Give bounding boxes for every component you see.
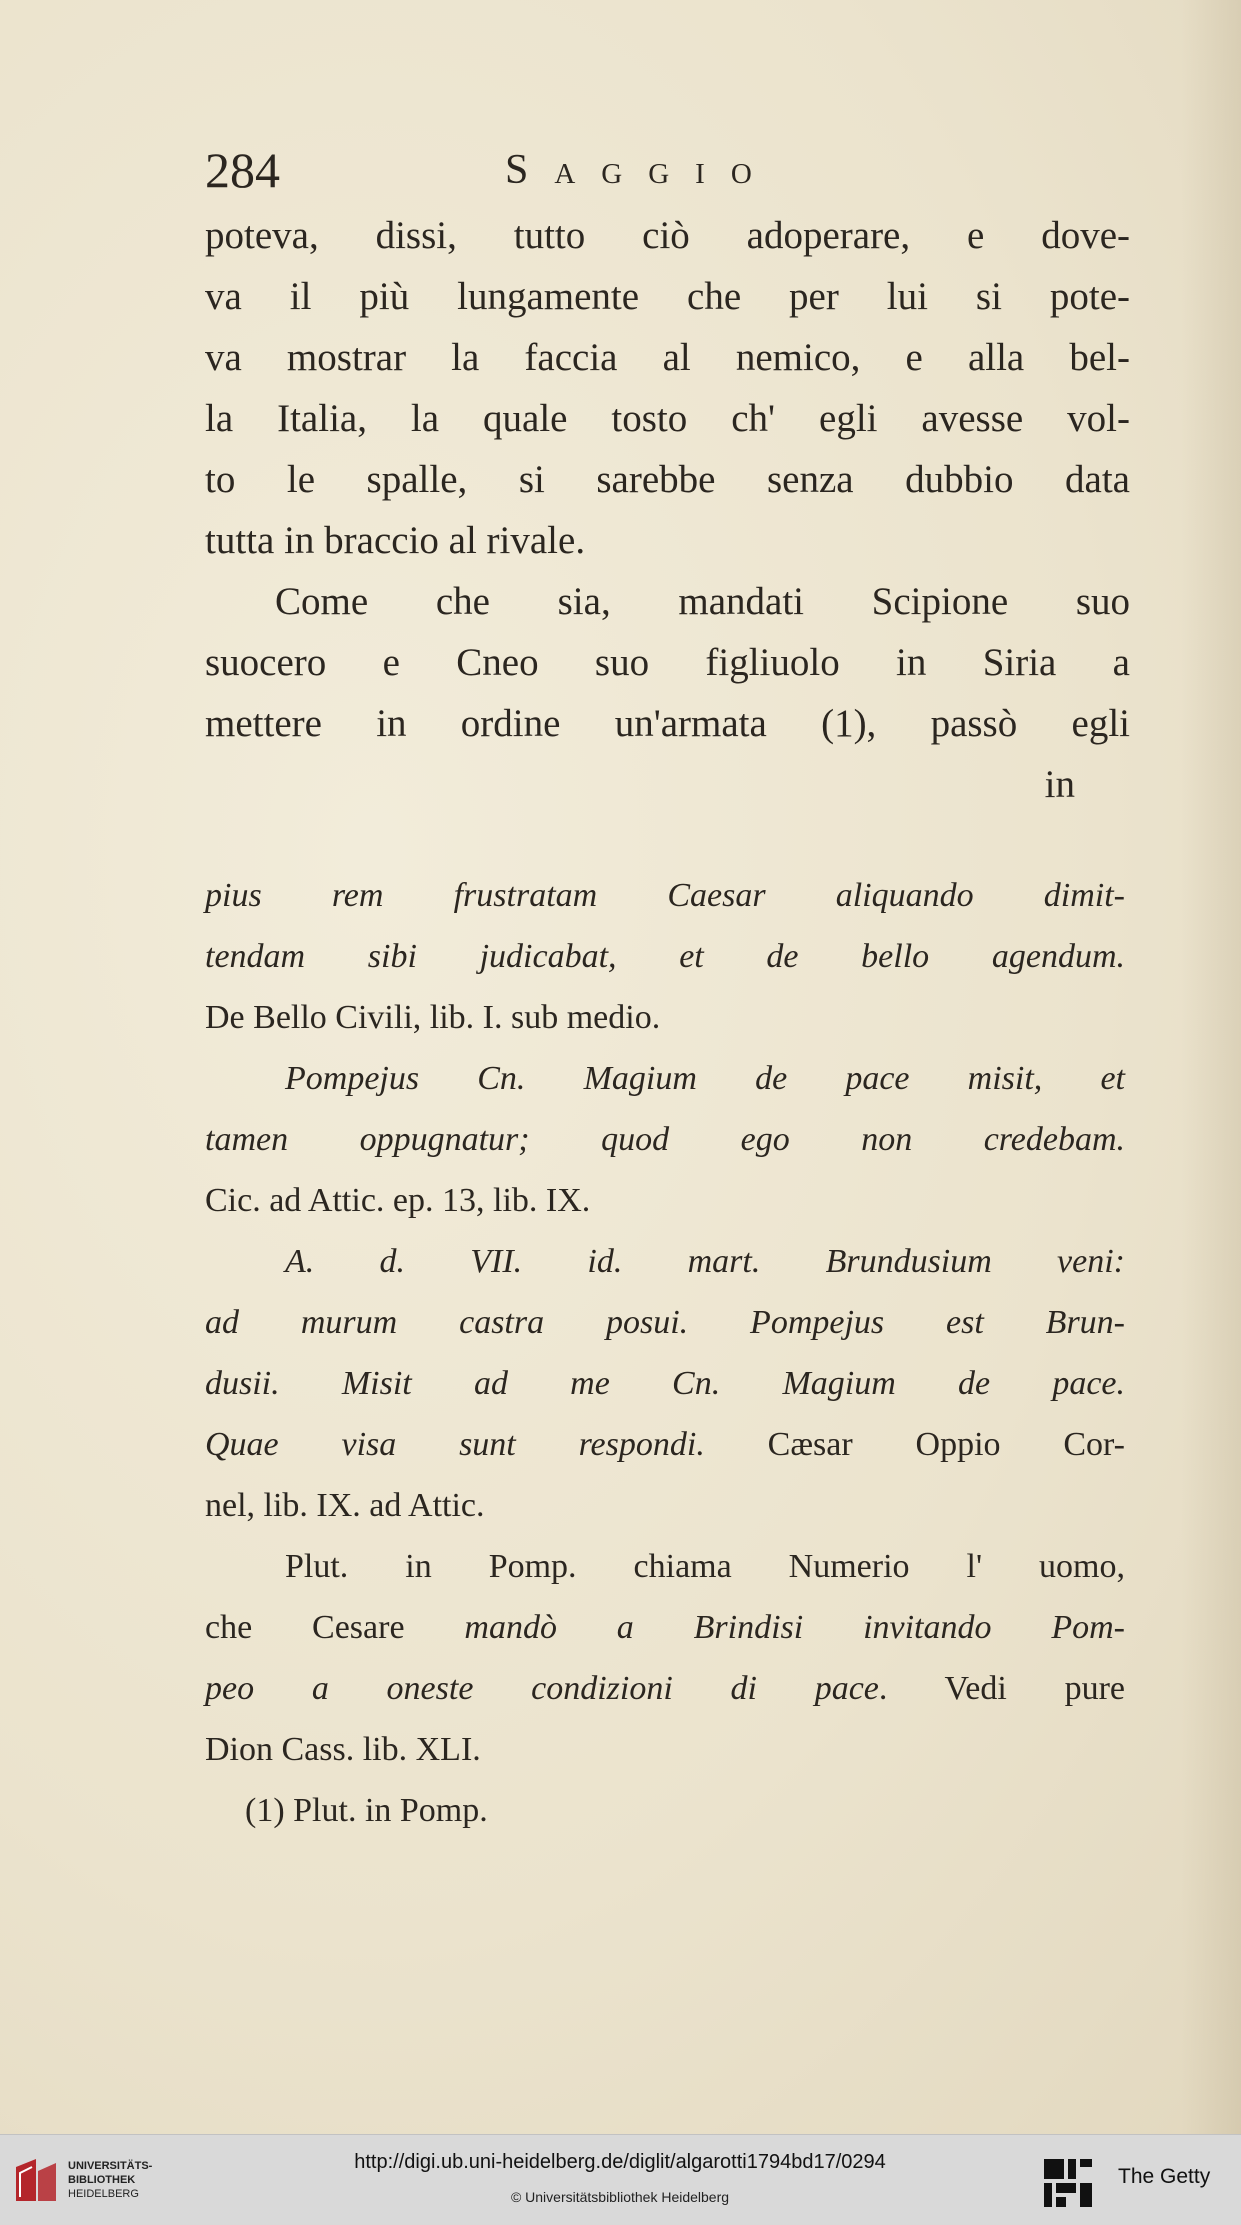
note-line: nel, lib. IX. ad Attic. [205, 1487, 485, 1524]
text-line: mettere in ordine un'armata (1), passò egli [205, 702, 1130, 745]
note-italic: tamen oppugnatur; quod ego non credebam. [205, 1121, 1125, 1158]
page-header [205, 140, 1045, 200]
note-italic: tendam sibi judicabat, et de bello agendum. [205, 938, 1125, 975]
note-line [205, 1658, 1125, 1719]
note-line [205, 1048, 1125, 1109]
note-line [205, 1414, 1125, 1475]
note-line [205, 1597, 1125, 1658]
catchword: in [1044, 763, 1075, 806]
text-line: poteva, dissi, tutto ciò adoperare, e dove- [205, 214, 1130, 257]
library-name-line: BIBLIOTHEK [68, 2174, 136, 2186]
note-line [205, 865, 1125, 926]
text-line: va il più lungamente che per lui si pote- [205, 275, 1130, 318]
note-roman: che Cesare [205, 1609, 465, 1646]
text-line: va mostrar la faccia al nemico, e alla bel- [205, 336, 1130, 379]
note-line [205, 1292, 1125, 1353]
note-line: De Bello Civili, lib. I. sub medio. [205, 999, 661, 1036]
note-line [205, 1109, 1125, 1170]
running-title: Saggio [505, 147, 778, 193]
footnotes-block [205, 865, 1125, 1841]
footer-bar [0, 2134, 1241, 2225]
note-italic: A. d. VII. id. mart. Brundusium veni: [285, 1243, 1125, 1280]
note-line: (1) Plut. in Pomp. [245, 1792, 488, 1829]
text-line: tutta in braccio al rivale. [205, 519, 586, 562]
note-line [205, 1353, 1125, 1414]
note-italic: ad murum castra posui. Pompejus est Brun- [205, 1304, 1125, 1341]
library-name [68, 2159, 152, 2201]
text-line: Come che sia, mandati Scipione suo [275, 580, 1130, 623]
source-url-link[interactable]: http://digi.ub.uni-heidelberg.de/diglit/algarotti1794bd17/0294 [354, 2151, 886, 2173]
note-italic: Quae visa sunt respondi. [205, 1426, 705, 1463]
note-italic: dusii. Misit ad me Cn. Magium de pace. [205, 1365, 1125, 1402]
library-name-line: UNIVERSITÄTS- [68, 2160, 153, 2172]
text-line: to le spalle, si sarebbe senza dubbio data [205, 458, 1130, 501]
library-name-line: HEIDELBERG [68, 2188, 139, 2200]
note-roman: . Vedi pure [878, 1670, 1125, 1707]
text-line: suocero e Cneo suo figliuolo in Siria a [205, 641, 1130, 684]
getty-label: The Getty [1118, 2165, 1211, 2188]
note-line [205, 926, 1125, 987]
note-italic: Pompejus Cn. Magium de pace misit, et [285, 1060, 1125, 1097]
note-italic: mandò a Brindisi invitando Pom- [464, 1609, 1125, 1646]
page-edge-shadow [1181, 0, 1241, 2134]
copyright-text: © Universitätsbibliothek Heidelberg [510, 2189, 730, 2205]
library-logo-icon[interactable] [12, 2157, 60, 2205]
note-italic: pius rem frustratam Caesar aliquando dimit- [205, 877, 1125, 914]
note-italic: peo a oneste condizioni di pace [205, 1670, 879, 1707]
text-line: la Italia, la quale tosto ch' egli avesse vol- [205, 397, 1130, 440]
note-line: Plut. in Pomp. chiama Numerio l' uomo, [285, 1548, 1125, 1585]
getty-logo-icon[interactable] [1042, 2157, 1094, 2209]
note-roman: Cæsar Oppio Cor- [704, 1426, 1125, 1463]
note-line: Dion Cass. lib. XLI. [205, 1731, 481, 1768]
main-text-block [205, 205, 1130, 815]
note-line [205, 1231, 1125, 1292]
page-number: 284 [205, 142, 280, 198]
note-line: Cic. ad Attic. ep. 13, lib. IX. [205, 1182, 591, 1219]
